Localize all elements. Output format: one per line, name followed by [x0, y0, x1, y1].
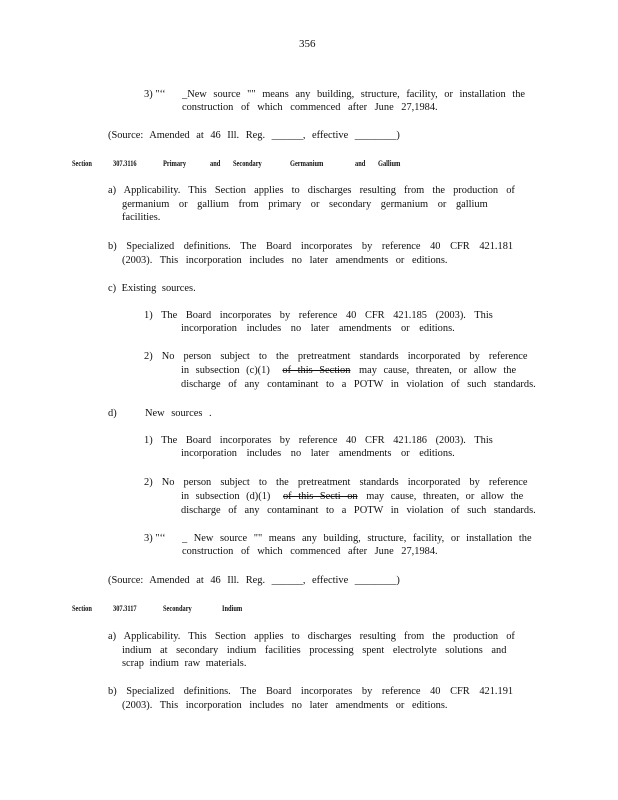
subsection-a-line: a) Applicability. This Section applies to discharges resulting from the production of: [108, 631, 515, 642]
section-number: 307.3116: [113, 159, 137, 168]
subsection-c2-line: discharge of any contaminant to a POTW in violation of such standards.: [181, 379, 536, 390]
subsection-text: may cause, threaten, or allow the: [359, 365, 517, 376]
section-title-word: Gallium: [378, 159, 401, 168]
deleted-text: of this Section: [282, 365, 351, 376]
subsection-d1-line: incorporation includes no later amendments or editions.: [181, 448, 455, 459]
subsection-d-title: New sources .: [145, 408, 212, 419]
section-title-word: and: [355, 159, 366, 168]
section-label: Section: [72, 159, 92, 168]
source-note: (Source: Amended at 46 Ill. Reg. ______, effective ________): [108, 575, 400, 586]
subsection-d1-line: 1) The Board incorporates by reference 40 CFR 421.186 (2003). This: [144, 435, 493, 446]
section-label: Section: [72, 604, 92, 613]
subsection-a-line: a) Applicability. This Section applies to discharges resulting from the production of: [108, 185, 515, 196]
page-number: 356: [299, 38, 316, 50]
definition-line: construction of which commenced after June 27,1984.: [182, 102, 438, 113]
source-note: (Source: Amended at 46 Ill. Reg. ______, effective ________): [108, 130, 400, 141]
subsection-c1-line: incorporation includes no later amendments or editions.: [181, 323, 455, 334]
definition-line: _New source "" means any building, structure, facility, or installation the: [182, 89, 525, 100]
section-title-word: Germanium: [290, 159, 324, 168]
subsection-ref: in subsection (c)(1): [181, 365, 270, 376]
section-title-word: and: [210, 159, 221, 168]
subsection-b-line: (2003). This incorporation includes no later amendments or editions.: [122, 255, 448, 266]
subsection-c-line: c) Existing sources.: [108, 283, 196, 294]
subsection-d-label: d): [108, 408, 117, 419]
section-title-word: Secondary: [233, 159, 262, 168]
section-title-word: Primary: [163, 159, 187, 168]
subsection-b-line: b) Specialized definitions. The Board incorporates by reference 40 CFR 421.191: [108, 686, 514, 697]
subsection-text: may cause, threaten, or allow the: [366, 491, 524, 502]
subsection-d2-line: discharge of any contaminant to a POTW in violation of such standards.: [181, 505, 536, 516]
deleted-text: of this Secti on: [282, 491, 358, 502]
subsection-b-line: (2003). This incorporation includes no later amendments or editions.: [122, 700, 448, 711]
definition-line: _ New source "" means any building, structure, facility, or installation the: [182, 533, 532, 544]
item-number: 3) "‘‘: [144, 533, 166, 544]
subsection-c2-line: 2) No person subject to the pretreatment standards incorporated by reference: [144, 351, 528, 362]
subsection-d2-line: 2) No person subject to the pretreatment standards incorporated by reference: [144, 477, 528, 488]
subsection-a-line: indium at secondary indium facilities processing spent electrolyte solutions and: [122, 645, 507, 656]
item-number: 3) "‘‘: [144, 89, 166, 100]
section-title-word: Indium: [222, 604, 243, 613]
subsection-a-line: facilities.: [122, 212, 161, 223]
subsection-c1-line: 1) The Board incorporates by reference 40 CFR 421.185 (2003). This: [144, 310, 493, 321]
section-number: 307.3117: [113, 604, 137, 613]
subsection-ref: in subsection (d)(1): [181, 491, 271, 502]
subsection-a-line: germanium or gallium from primary or secondary germanium or gallium: [122, 199, 488, 210]
subsection-d2-line: [181, 491, 523, 503]
subsection-b-line: b) Specialized definitions. The Board incorporates by reference 40 CFR 421.181: [108, 241, 514, 252]
section-title-word: Secondary: [163, 604, 192, 613]
subsection-a-line: scrap indium raw materials.: [122, 658, 247, 669]
subsection-c2-line: [181, 365, 516, 377]
definition-line: construction of which commenced after June 27,1984.: [182, 546, 438, 557]
